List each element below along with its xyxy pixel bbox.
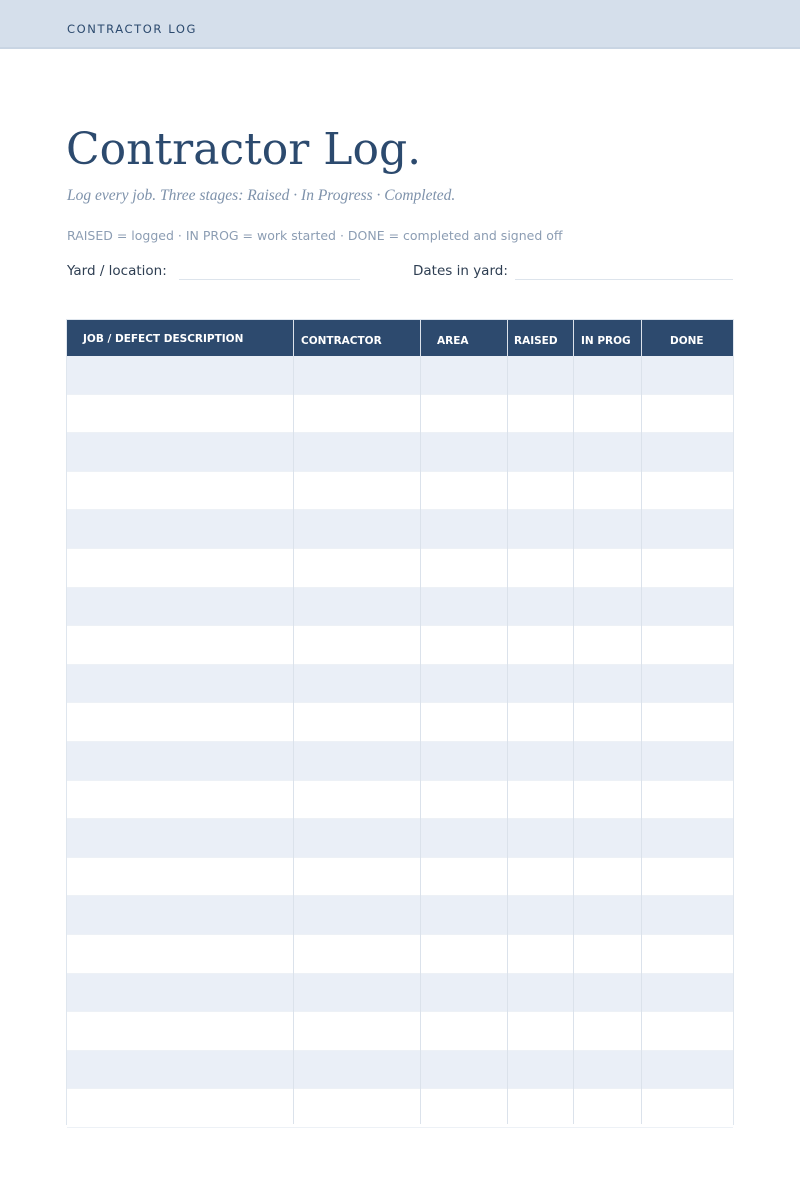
table-row[interactable] bbox=[67, 703, 733, 742]
table-row[interactable] bbox=[67, 588, 733, 627]
table-row[interactable] bbox=[67, 781, 733, 820]
top-header-bar bbox=[0, 0, 800, 49]
table-row[interactable] bbox=[67, 896, 733, 935]
column-divider bbox=[641, 320, 642, 1124]
table-row[interactable] bbox=[67, 665, 733, 704]
table-row[interactable] bbox=[67, 510, 733, 549]
table-row[interactable] bbox=[67, 1051, 733, 1090]
column-divider bbox=[293, 320, 294, 1124]
table-row[interactable] bbox=[67, 858, 733, 897]
header-label: CONTRACTOR LOG bbox=[67, 22, 198, 36]
table-row[interactable] bbox=[67, 819, 733, 858]
page-title: Contractor Log. bbox=[66, 124, 422, 175]
column-divider bbox=[420, 320, 421, 1124]
dates-in-yard-label: Dates in yard: bbox=[413, 263, 508, 279]
dates-in-yard-field[interactable] bbox=[515, 279, 733, 280]
table-row[interactable] bbox=[67, 974, 733, 1013]
column-divider bbox=[573, 320, 574, 1124]
yard-location-label: Yard / location: bbox=[67, 263, 167, 279]
table-row[interactable] bbox=[67, 549, 733, 588]
table-row[interactable] bbox=[67, 356, 733, 395]
yard-location-field[interactable] bbox=[179, 279, 360, 280]
table-header: JOB / DEFECT DESCRIPTION CONTRACTOR AREA RAISED IN PROG DONE bbox=[67, 320, 733, 356]
table-row[interactable] bbox=[67, 433, 733, 472]
table-row[interactable] bbox=[67, 626, 733, 665]
table-row[interactable] bbox=[67, 1089, 733, 1128]
contractor-log-table bbox=[66, 319, 734, 1125]
table-row[interactable] bbox=[67, 742, 733, 781]
stage-legend: RAISED = logged · IN PROG = work started · DONE = completed and signed off bbox=[67, 228, 563, 243]
table-row[interactable] bbox=[67, 472, 733, 511]
column-divider bbox=[507, 320, 508, 1124]
table-row[interactable] bbox=[67, 935, 733, 974]
table-body bbox=[67, 356, 733, 1128]
table-row[interactable] bbox=[67, 395, 733, 434]
table-row[interactable] bbox=[67, 1012, 733, 1051]
page-subtitle: Log every job. Three stages: Raised · In Progress · Completed. bbox=[67, 187, 456, 204]
